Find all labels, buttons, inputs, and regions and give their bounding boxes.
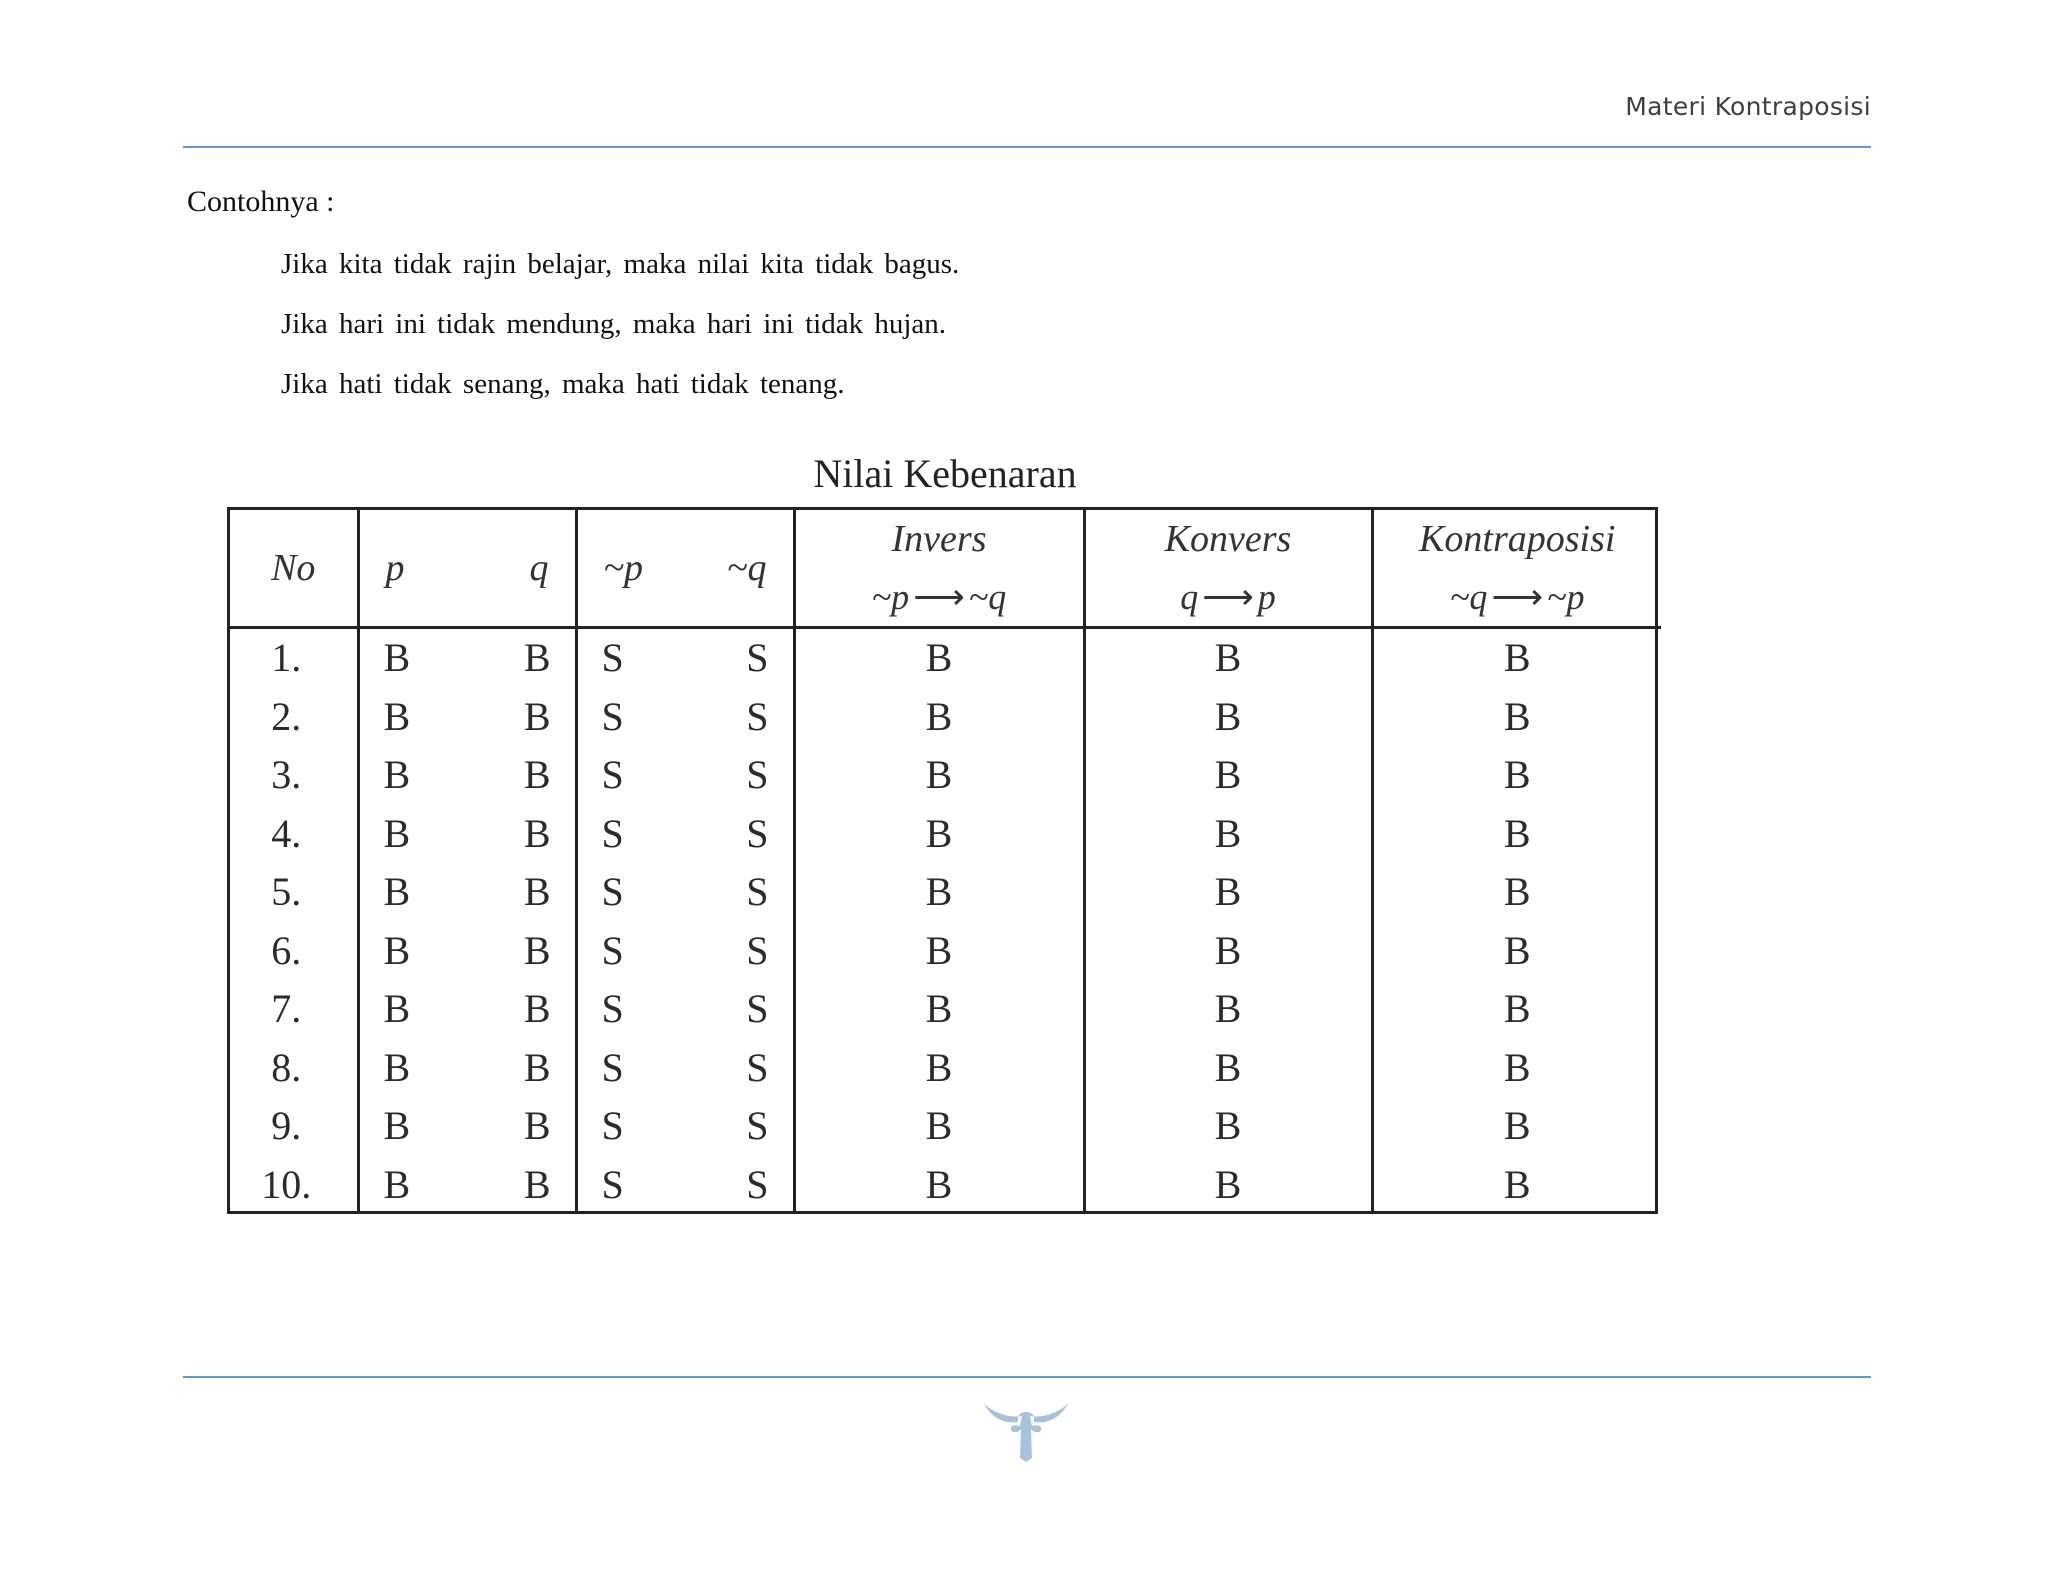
cell-not-p-not-q <box>576 628 794 688</box>
cell-invers: B <box>794 805 1084 864</box>
arrow-right-icon: ⟶ <box>1202 577 1254 617</box>
cell-q: B <box>523 869 551 914</box>
cell-not-p: S <box>601 986 624 1031</box>
cell-not-p-not-q <box>576 688 794 747</box>
header-kontraposisi <box>1372 510 1661 628</box>
cell-p: B <box>383 693 411 739</box>
cell-not-p-not-q <box>576 922 794 981</box>
header-q-label: q <box>529 547 549 589</box>
header-invers <box>794 510 1084 628</box>
cell-invers: B <box>794 1156 1084 1215</box>
cell-p: B <box>383 986 411 1031</box>
example-item: Jika kita tidak rajin belajar, maka nilai kita tidak bagus. <box>281 248 960 280</box>
cell-konvers: B <box>1084 1097 1372 1156</box>
cell-p: B <box>383 752 411 797</box>
table-header-row <box>230 510 1661 628</box>
cell-no: 8. <box>271 1044 302 1090</box>
cell-p-q <box>358 1039 576 1098</box>
table-row <box>230 980 1661 1039</box>
cell-not-q: S <box>746 986 769 1031</box>
formula-right: ~p <box>1547 577 1585 617</box>
example-list <box>281 244 959 424</box>
arrow-right-icon: ⟶ <box>913 577 965 617</box>
cell-p: B <box>383 1103 411 1148</box>
formula-right: ~q <box>968 577 1007 617</box>
header-kontraposisi-formula <box>1450 568 1585 626</box>
cell-kontraposisi: B <box>1372 863 1661 922</box>
cell-not-p: S <box>601 1044 624 1090</box>
cell-invers: B <box>794 863 1084 922</box>
cell-q: B <box>523 810 551 856</box>
header-konvers <box>1084 510 1372 628</box>
table-row <box>230 688 1661 747</box>
truth-table <box>227 507 1658 1214</box>
cell-p: B <box>383 810 411 856</box>
table-row <box>230 746 1661 805</box>
cell-not-p: S <box>601 927 624 973</box>
cell-not-p-not-q <box>576 1097 794 1156</box>
table-row <box>230 805 1661 864</box>
cell-p: B <box>383 1161 411 1207</box>
header-not-p-label: ~p <box>603 547 644 589</box>
header-konvers-label: Konvers <box>1164 518 1292 560</box>
cell-q: B <box>523 752 551 797</box>
cell-q: B <box>523 986 551 1031</box>
cell-invers: B <box>794 746 1084 805</box>
truth-table-title: Nilai Kebenaran <box>813 451 1077 496</box>
cell-konvers: B <box>1084 863 1372 922</box>
header-not-q-label: ~q <box>726 547 767 589</box>
cell-q: B <box>523 1044 551 1090</box>
header-invers-label: Invers <box>891 518 987 560</box>
cell-q: B <box>523 1103 551 1148</box>
cell-p: B <box>383 927 411 973</box>
cell-not-p-not-q <box>576 805 794 864</box>
table-row <box>230 1156 1661 1215</box>
cell-kontraposisi: B <box>1372 628 1661 688</box>
cell-not-p: S <box>601 752 624 797</box>
cell-p: B <box>383 1044 411 1090</box>
cell-not-q: S <box>746 752 769 797</box>
cell-not-p-not-q <box>576 1039 794 1098</box>
cell-konvers: B <box>1084 746 1372 805</box>
table-row <box>230 628 1661 688</box>
cell-no: 9. <box>271 1103 302 1148</box>
formula-left: ~p <box>871 577 910 617</box>
page-header-title: Materi Kontraposisi <box>1625 92 1871 121</box>
cell-not-p: S <box>601 1103 624 1148</box>
cell-not-p: S <box>601 810 624 856</box>
cell-not-q: S <box>746 635 769 680</box>
header-rule <box>183 146 1871 148</box>
cell-no: 3. <box>271 752 302 797</box>
cell-q: B <box>523 693 551 739</box>
cell-not-q: S <box>746 810 769 856</box>
table-row <box>230 1097 1661 1156</box>
cell-q: B <box>523 635 551 680</box>
cell-konvers: B <box>1084 805 1372 864</box>
cell-no: 4. <box>271 810 302 856</box>
cell-invers: B <box>794 980 1084 1039</box>
cell-konvers: B <box>1084 1156 1372 1215</box>
intro-text: Contohnya : <box>187 185 335 218</box>
header-no-label: No <box>271 547 316 589</box>
cell-invers: B <box>794 688 1084 747</box>
cell-no: 10. <box>261 1161 312 1207</box>
cell-p-q <box>358 805 576 864</box>
cell-not-p-not-q <box>576 863 794 922</box>
cell-kontraposisi: B <box>1372 980 1661 1039</box>
cell-not-p-not-q <box>576 980 794 1039</box>
header-not-p-not-q <box>576 510 794 628</box>
cell-kontraposisi: B <box>1372 1156 1661 1215</box>
cell-p-q <box>358 1156 576 1215</box>
formula-left: q <box>1180 577 1199 617</box>
table-row <box>230 863 1661 922</box>
cell-p: B <box>383 635 411 680</box>
header-kontraposisi-label: Kontraposisi <box>1419 518 1616 560</box>
header-p-q <box>358 510 576 628</box>
cell-q: B <box>523 927 551 973</box>
cell-p-q <box>358 863 576 922</box>
cell-kontraposisi: B <box>1372 688 1661 747</box>
cell-p-q <box>358 980 576 1039</box>
cell-konvers: B <box>1084 1039 1372 1098</box>
cell-konvers: B <box>1084 922 1372 981</box>
arrow-right-icon: ⟶ <box>1491 577 1544 617</box>
cell-no: 1. <box>271 635 302 680</box>
cell-p-q <box>358 746 576 805</box>
cell-q: B <box>523 1161 551 1207</box>
cell-no: 6. <box>271 927 302 973</box>
cell-p-q <box>358 922 576 981</box>
table-row <box>230 1039 1661 1098</box>
cell-invers: B <box>794 922 1084 981</box>
truth-table-grid <box>230 510 1661 1214</box>
cell-p: B <box>383 869 411 914</box>
table-body <box>230 628 1661 1215</box>
cell-invers: B <box>794 1097 1084 1156</box>
cell-konvers: B <box>1084 688 1372 747</box>
footer-rule <box>183 1376 1871 1378</box>
header-no <box>230 510 358 628</box>
example-item: Jika hati tidak senang, maka hati tidak tenang. <box>281 368 845 400</box>
cell-kontraposisi: B <box>1372 805 1661 864</box>
cell-kontraposisi: B <box>1372 1039 1661 1098</box>
cell-not-q: S <box>746 869 769 914</box>
header-p-label: p <box>385 547 405 589</box>
cell-invers: B <box>794 1039 1084 1098</box>
cell-konvers: B <box>1084 628 1372 688</box>
cell-not-p: S <box>601 693 624 739</box>
header-invers-formula <box>872 568 1007 626</box>
cell-p-q <box>358 1097 576 1156</box>
cell-not-q: S <box>746 693 769 739</box>
cell-not-p-not-q <box>576 746 794 805</box>
table-row <box>230 922 1661 981</box>
example-item: Jika hari ini tidak mendung, maka hari ini tidak hujan. <box>281 308 946 340</box>
cell-not-q: S <box>746 1103 769 1148</box>
cell-no: 2. <box>271 693 302 739</box>
cell-p-q <box>358 688 576 747</box>
cell-p-q <box>358 628 576 688</box>
cell-not-q: S <box>746 1044 769 1090</box>
cell-kontraposisi: B <box>1372 746 1661 805</box>
cell-not-p: S <box>601 635 624 680</box>
cell-kontraposisi: B <box>1372 1097 1661 1156</box>
formula-right: p <box>1257 577 1276 617</box>
cell-not-q: S <box>746 1161 769 1207</box>
cell-kontraposisi: B <box>1372 922 1661 981</box>
header-konvers-formula <box>1180 568 1276 626</box>
cell-not-p: S <box>601 1161 624 1207</box>
fleur-de-lis-icon <box>980 1396 1072 1462</box>
cell-no: 5. <box>271 869 302 914</box>
cell-not-p-not-q <box>576 1156 794 1215</box>
formula-left: ~q <box>1449 577 1488 617</box>
cell-not-q: S <box>746 927 769 973</box>
cell-not-p: S <box>601 869 624 914</box>
cell-no: 7. <box>271 986 302 1031</box>
cell-invers: B <box>794 628 1084 688</box>
cell-konvers: B <box>1084 980 1372 1039</box>
